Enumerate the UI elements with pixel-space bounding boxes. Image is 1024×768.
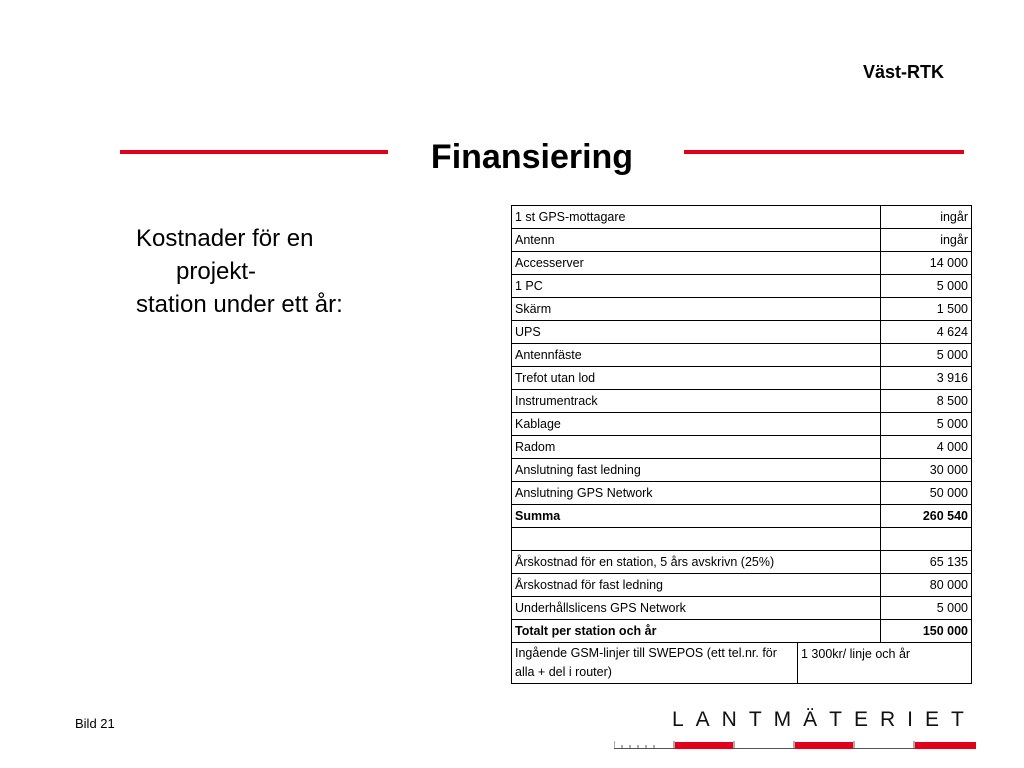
note-row — [512, 643, 972, 684]
row-item: Underhållslicens GPS Network — [512, 597, 881, 620]
row-value: 80 000 — [881, 574, 972, 597]
row-value: 14 000 — [881, 252, 972, 275]
total-row — [512, 620, 972, 643]
table-row — [512, 206, 972, 229]
table-row — [512, 229, 972, 252]
logo-stripe — [614, 741, 976, 749]
row-value: 4 624 — [881, 321, 972, 344]
row-item: Årskostnad för fast ledning — [512, 574, 881, 597]
row-item: Anslutning fast ledning — [512, 459, 881, 482]
row-item: UPS — [512, 321, 881, 344]
row-value: 5 000 — [881, 413, 972, 436]
row-item: Skärm — [512, 298, 881, 321]
subtitle-line1: Kostnader för en — [136, 225, 314, 252]
table-row — [512, 436, 972, 459]
row-item: 1 st GPS-mottagare — [512, 206, 881, 229]
table-row — [512, 321, 972, 344]
table-row — [512, 344, 972, 367]
subtitle — [136, 222, 436, 321]
row-value: 50 000 — [881, 482, 972, 505]
row-item: Trefot utan lod — [512, 367, 881, 390]
header-label: Väst-RTK — [862, 62, 944, 82]
row-value: 1 500 — [881, 298, 972, 321]
row-value: ingår — [881, 229, 972, 252]
row-value: 5 000 — [881, 344, 972, 367]
table-row — [512, 459, 972, 482]
table-row — [512, 597, 972, 620]
subtitle-line3: station under ett år: — [136, 291, 343, 318]
note-cell — [512, 643, 972, 684]
table-row — [512, 482, 972, 505]
row-item: Accesserver — [512, 252, 881, 275]
page-number: Bild 21 — [75, 716, 115, 731]
row-item: 1 PC — [512, 275, 881, 298]
title-rule-right — [684, 150, 964, 154]
table-row — [512, 574, 972, 597]
sum-label: Summa — [512, 505, 881, 528]
row-item: Anslutning GPS Network — [512, 482, 881, 505]
table-row — [512, 551, 972, 574]
row-value: ingår — [881, 206, 972, 229]
row-item: Radom — [512, 436, 881, 459]
lantmateriet-logo: LANTMÄTERIET — [672, 708, 976, 731]
row-value: 65 135 — [881, 551, 972, 574]
spacer-row — [512, 528, 972, 551]
row-item: Årskostnad för en station, 5 års avskrivn (25%) — [512, 551, 881, 574]
row-value: 5 000 — [881, 275, 972, 298]
table-row — [512, 413, 972, 436]
table-row — [512, 275, 972, 298]
title-rule-left — [120, 150, 388, 154]
total-value: 150 000 — [881, 620, 972, 643]
subtitle-line2: projekt- — [176, 258, 257, 285]
row-item: Antennfäste — [512, 344, 881, 367]
row-item: Kablage — [512, 413, 881, 436]
note-item: Ingående GSM-linjer till SWEPOS (ett tel.nr. för alla + del i router) — [512, 643, 798, 683]
table-row — [512, 367, 972, 390]
table-row — [512, 252, 972, 275]
row-item: Instrumentrack — [512, 390, 881, 413]
table-row — [512, 390, 972, 413]
total-label: Totalt per station och år — [512, 620, 881, 643]
page-title: Finansiering — [430, 138, 634, 176]
note-value: 1 300kr/ linje och år — [801, 647, 911, 661]
row-value: 4 000 — [881, 436, 972, 459]
row-value: 3 916 — [881, 367, 972, 390]
row-value: 30 000 — [881, 459, 972, 482]
row-value: 8 500 — [881, 390, 972, 413]
sum-row — [512, 505, 972, 528]
sum-value: 260 540 — [881, 505, 972, 528]
row-item: Antenn — [512, 229, 881, 252]
table-row — [512, 298, 972, 321]
empty-cell — [512, 528, 881, 551]
row-value: 5 000 — [881, 597, 972, 620]
note-inner-table — [512, 643, 971, 683]
empty-cell — [881, 528, 972, 551]
cost-table — [511, 205, 972, 684]
